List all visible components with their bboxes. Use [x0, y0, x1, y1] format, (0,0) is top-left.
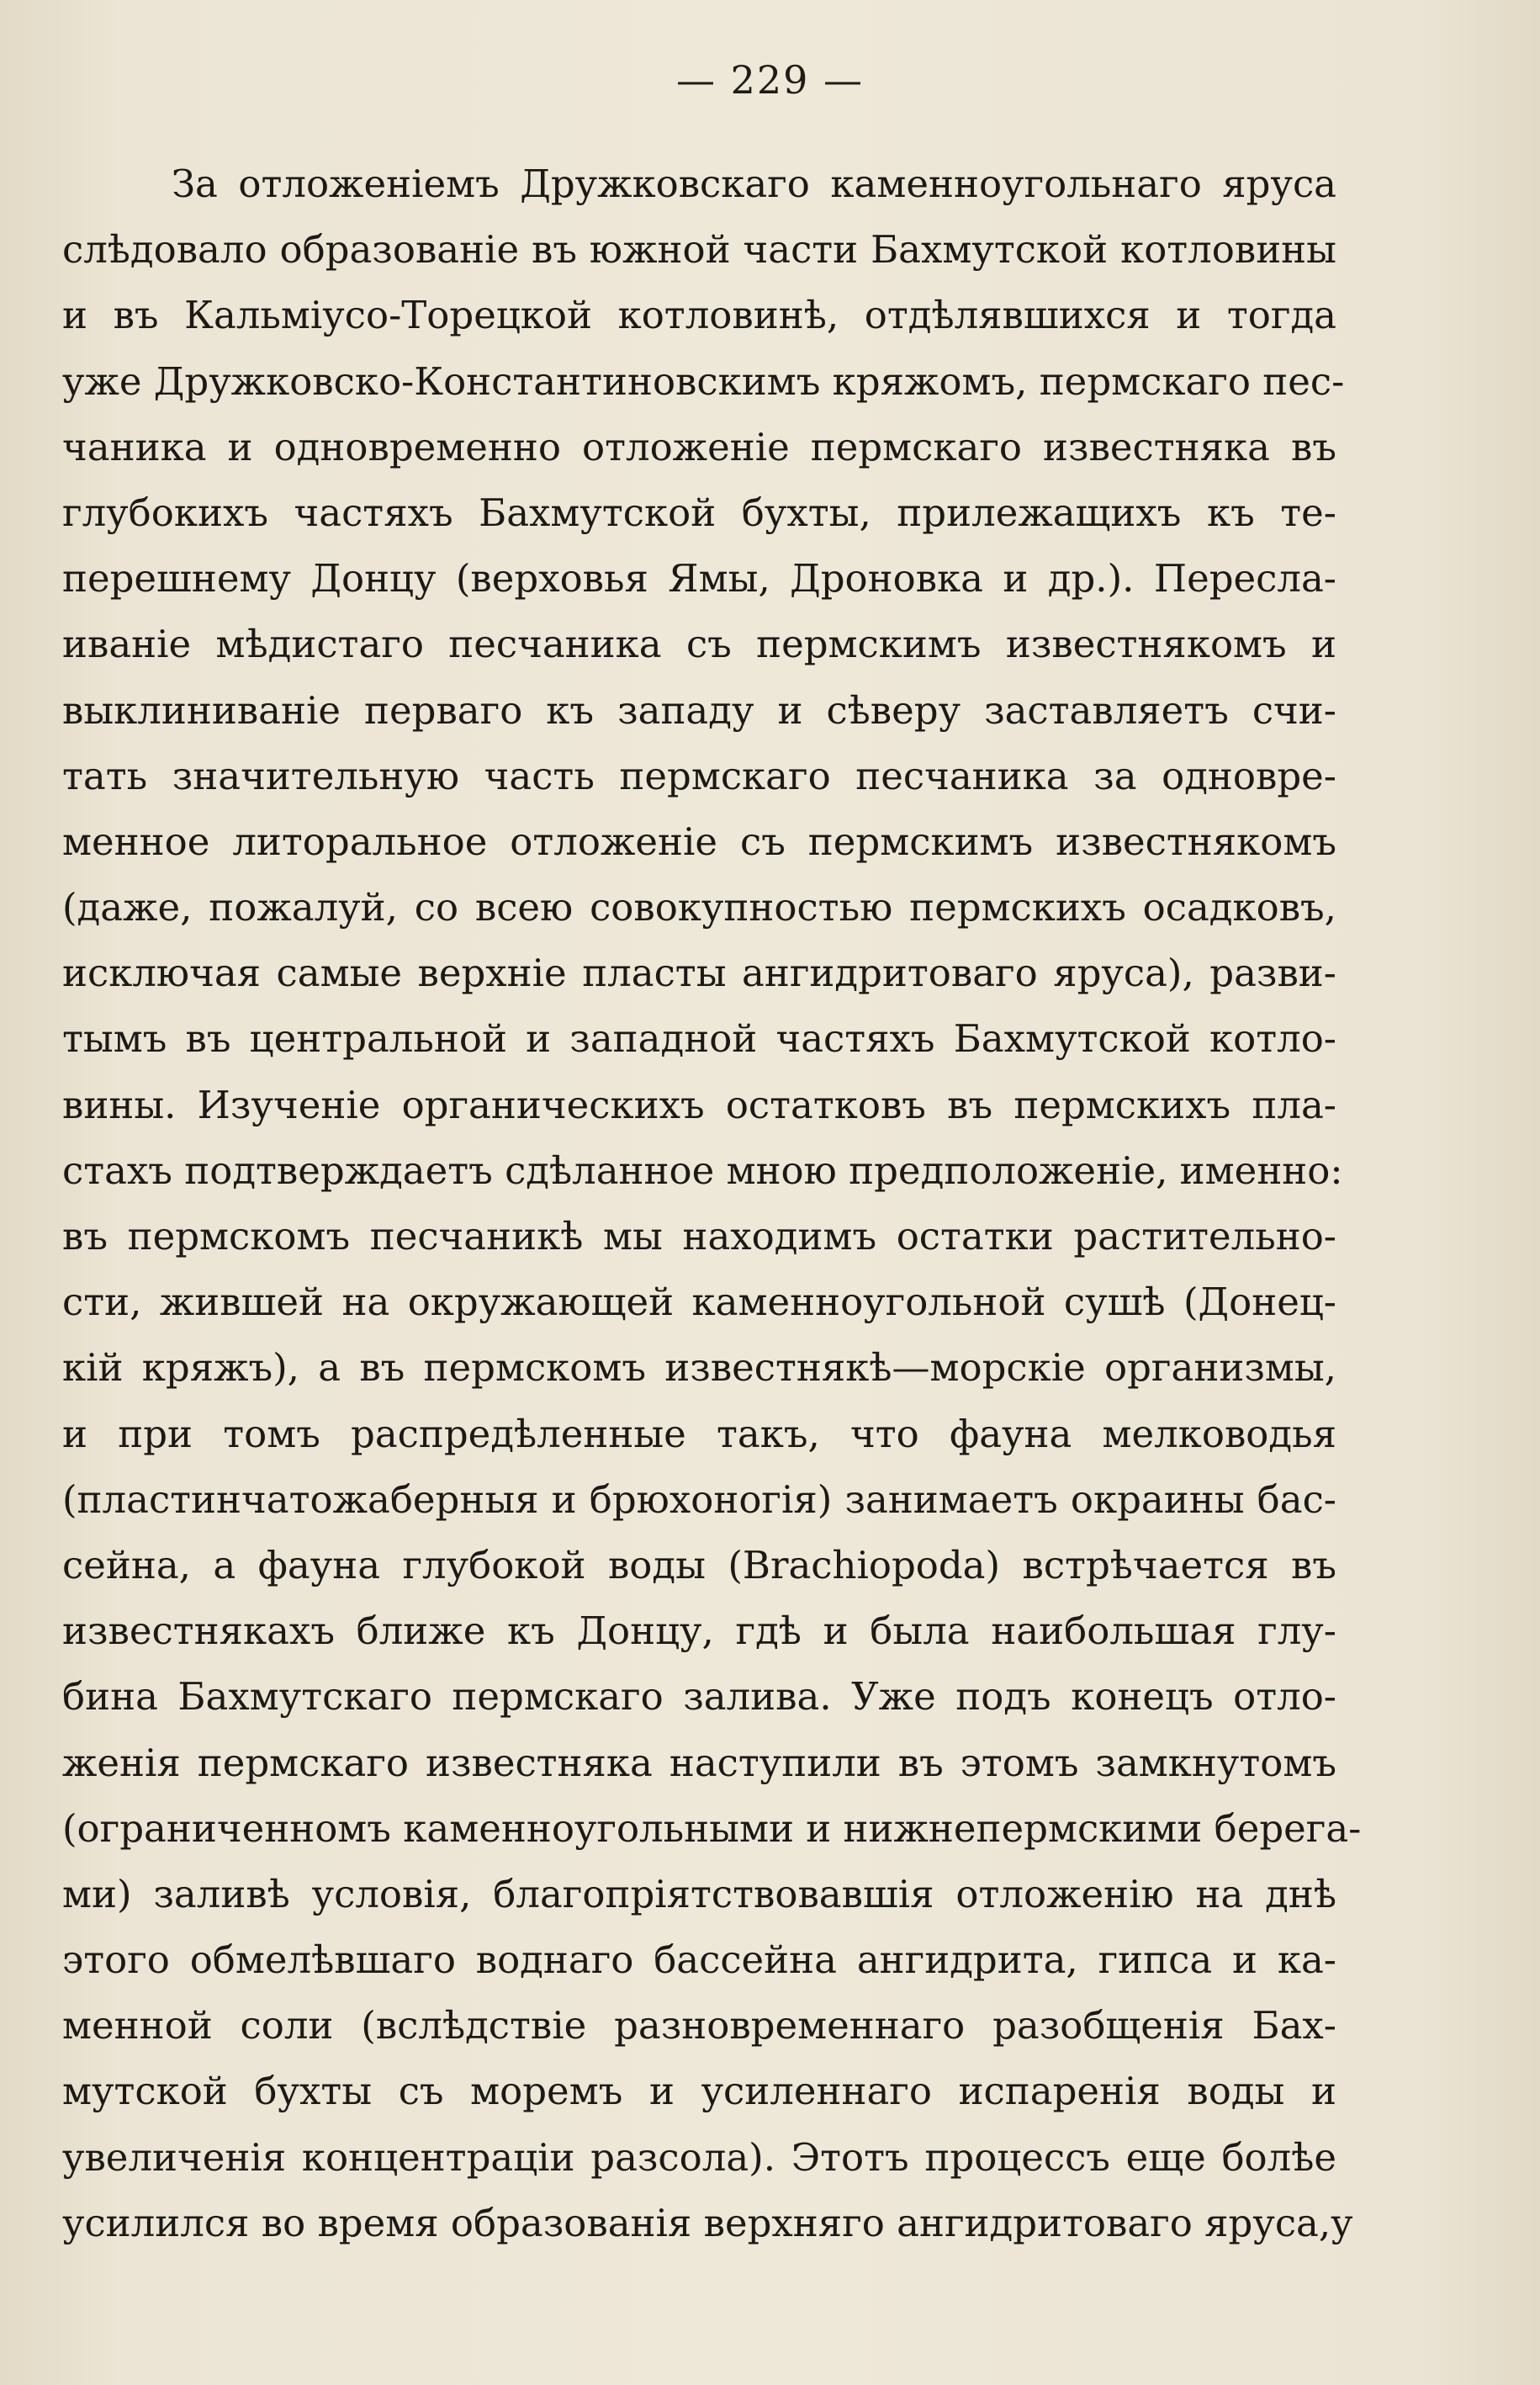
page-number: — 229 — [675, 57, 865, 103]
text-line: глубокихъ частяхъ Бахмутской бухты, прилежащихъ къ те- [62, 490, 1336, 535]
text-line: въ пермскомъ песчаникѣ мы находимъ остатки растительно- [62, 1214, 1336, 1259]
text-line: тымъ въ центральной и западной частяхъ Бахмутской котло- [62, 1016, 1336, 1062]
text-line: иваніе мѣдистаго песчаника съ пермскимъ известнякомъ и [62, 622, 1336, 667]
text-line: исключая самые верхніе пласты ангидритоваго яруса), разви- [62, 951, 1336, 996]
text-line: сти, жившей на окружающей каменноугольной сушѣ (Донец- [62, 1280, 1336, 1325]
text-line: стахъ подтверждаетъ сдѣланное мною предположеніе, именно: [62, 1147, 1343, 1193]
text-line: менной соли (вслѣдствіе разновременнаго разобщенія Бах- [62, 2003, 1336, 2048]
text-line: мутской бухты съ моремъ и усиленнаго испаренія воды и [62, 2069, 1336, 2114]
text-line: (пластинчатожаберныя и брюхоногія) занимаетъ окраины бас- [62, 1476, 1336, 1522]
text-line: этого обмелѣвшаго воднаго бассейна ангидрита, гипса и ка- [62, 1937, 1336, 1983]
text-line: чаника и одновременно отложеніе пермскаго известняка въ [62, 424, 1336, 469]
text-line: слѣдовало образованіе въ южной части Бахмутской котловины [62, 227, 1336, 273]
text-line: перешнему Донцу (верховья Ямы, Дроновка и др.). Пересла- [62, 556, 1336, 602]
text-line: сейна, а фауна глубокой воды (Brachiopoda) встрѣчается въ [62, 1542, 1336, 1587]
text-line: усилился во время образованія верхняго ангидритоваго яруса,у [62, 2200, 1353, 2245]
text-line: и въ Кальміусо-Торецкой котловинѣ, отдѣлявшихся и тогда [62, 293, 1336, 338]
text-line: бина Бахмутскаго пермскаго залива. Уже подъ конецъ отло- [62, 1674, 1336, 1720]
text-line: ми) заливѣ условія, благопріятствовавшія отложенію на днѣ [62, 1871, 1336, 1916]
text-line: и при томъ распредѣленные такъ, что фауна мелководья [62, 1411, 1336, 1456]
text-line: кій кряжъ), а въ пермскомъ известнякѣ—морскіе организмы, [62, 1345, 1336, 1391]
text-line: уже Дружковско-Константиновскимъ кряжомъ, пермскаго пес- [62, 358, 1345, 404]
text-line: выклиниваніе перваго къ западу и сѣверу заставляетъ счи- [62, 687, 1336, 733]
text-line: (ограниченномъ каменноугольными и нижнепермскими берега- [62, 1805, 1362, 1851]
text-line: увеличенія концентраціи разсола). Этотъ процессъ еще болѣе [62, 2134, 1336, 2180]
text-line: За отложеніемъ Дружковскаго каменноугольнаго яруса [172, 162, 1336, 206]
text-line: тать значительную часть пермскаго песчаника за одновре- [62, 753, 1336, 798]
text-line: (даже, пожалуй, со всею совокупностью пермскихъ осадковъ, [62, 885, 1336, 930]
body-text [62, 151, 1362, 2256]
text-line: менное литоральное отложеніе съ пермскимъ известнякомъ [62, 819, 1336, 864]
text-line: вины. Изученіе органическихъ остатковъ въ пермскихъ пла- [62, 1082, 1336, 1127]
text-line: известнякахъ ближе къ Донцу, гдѣ и была наибольшая глу- [62, 1609, 1336, 1654]
text-line: женія пермскаго известняка наступили въ этомъ замкнутомъ [62, 1740, 1336, 1785]
